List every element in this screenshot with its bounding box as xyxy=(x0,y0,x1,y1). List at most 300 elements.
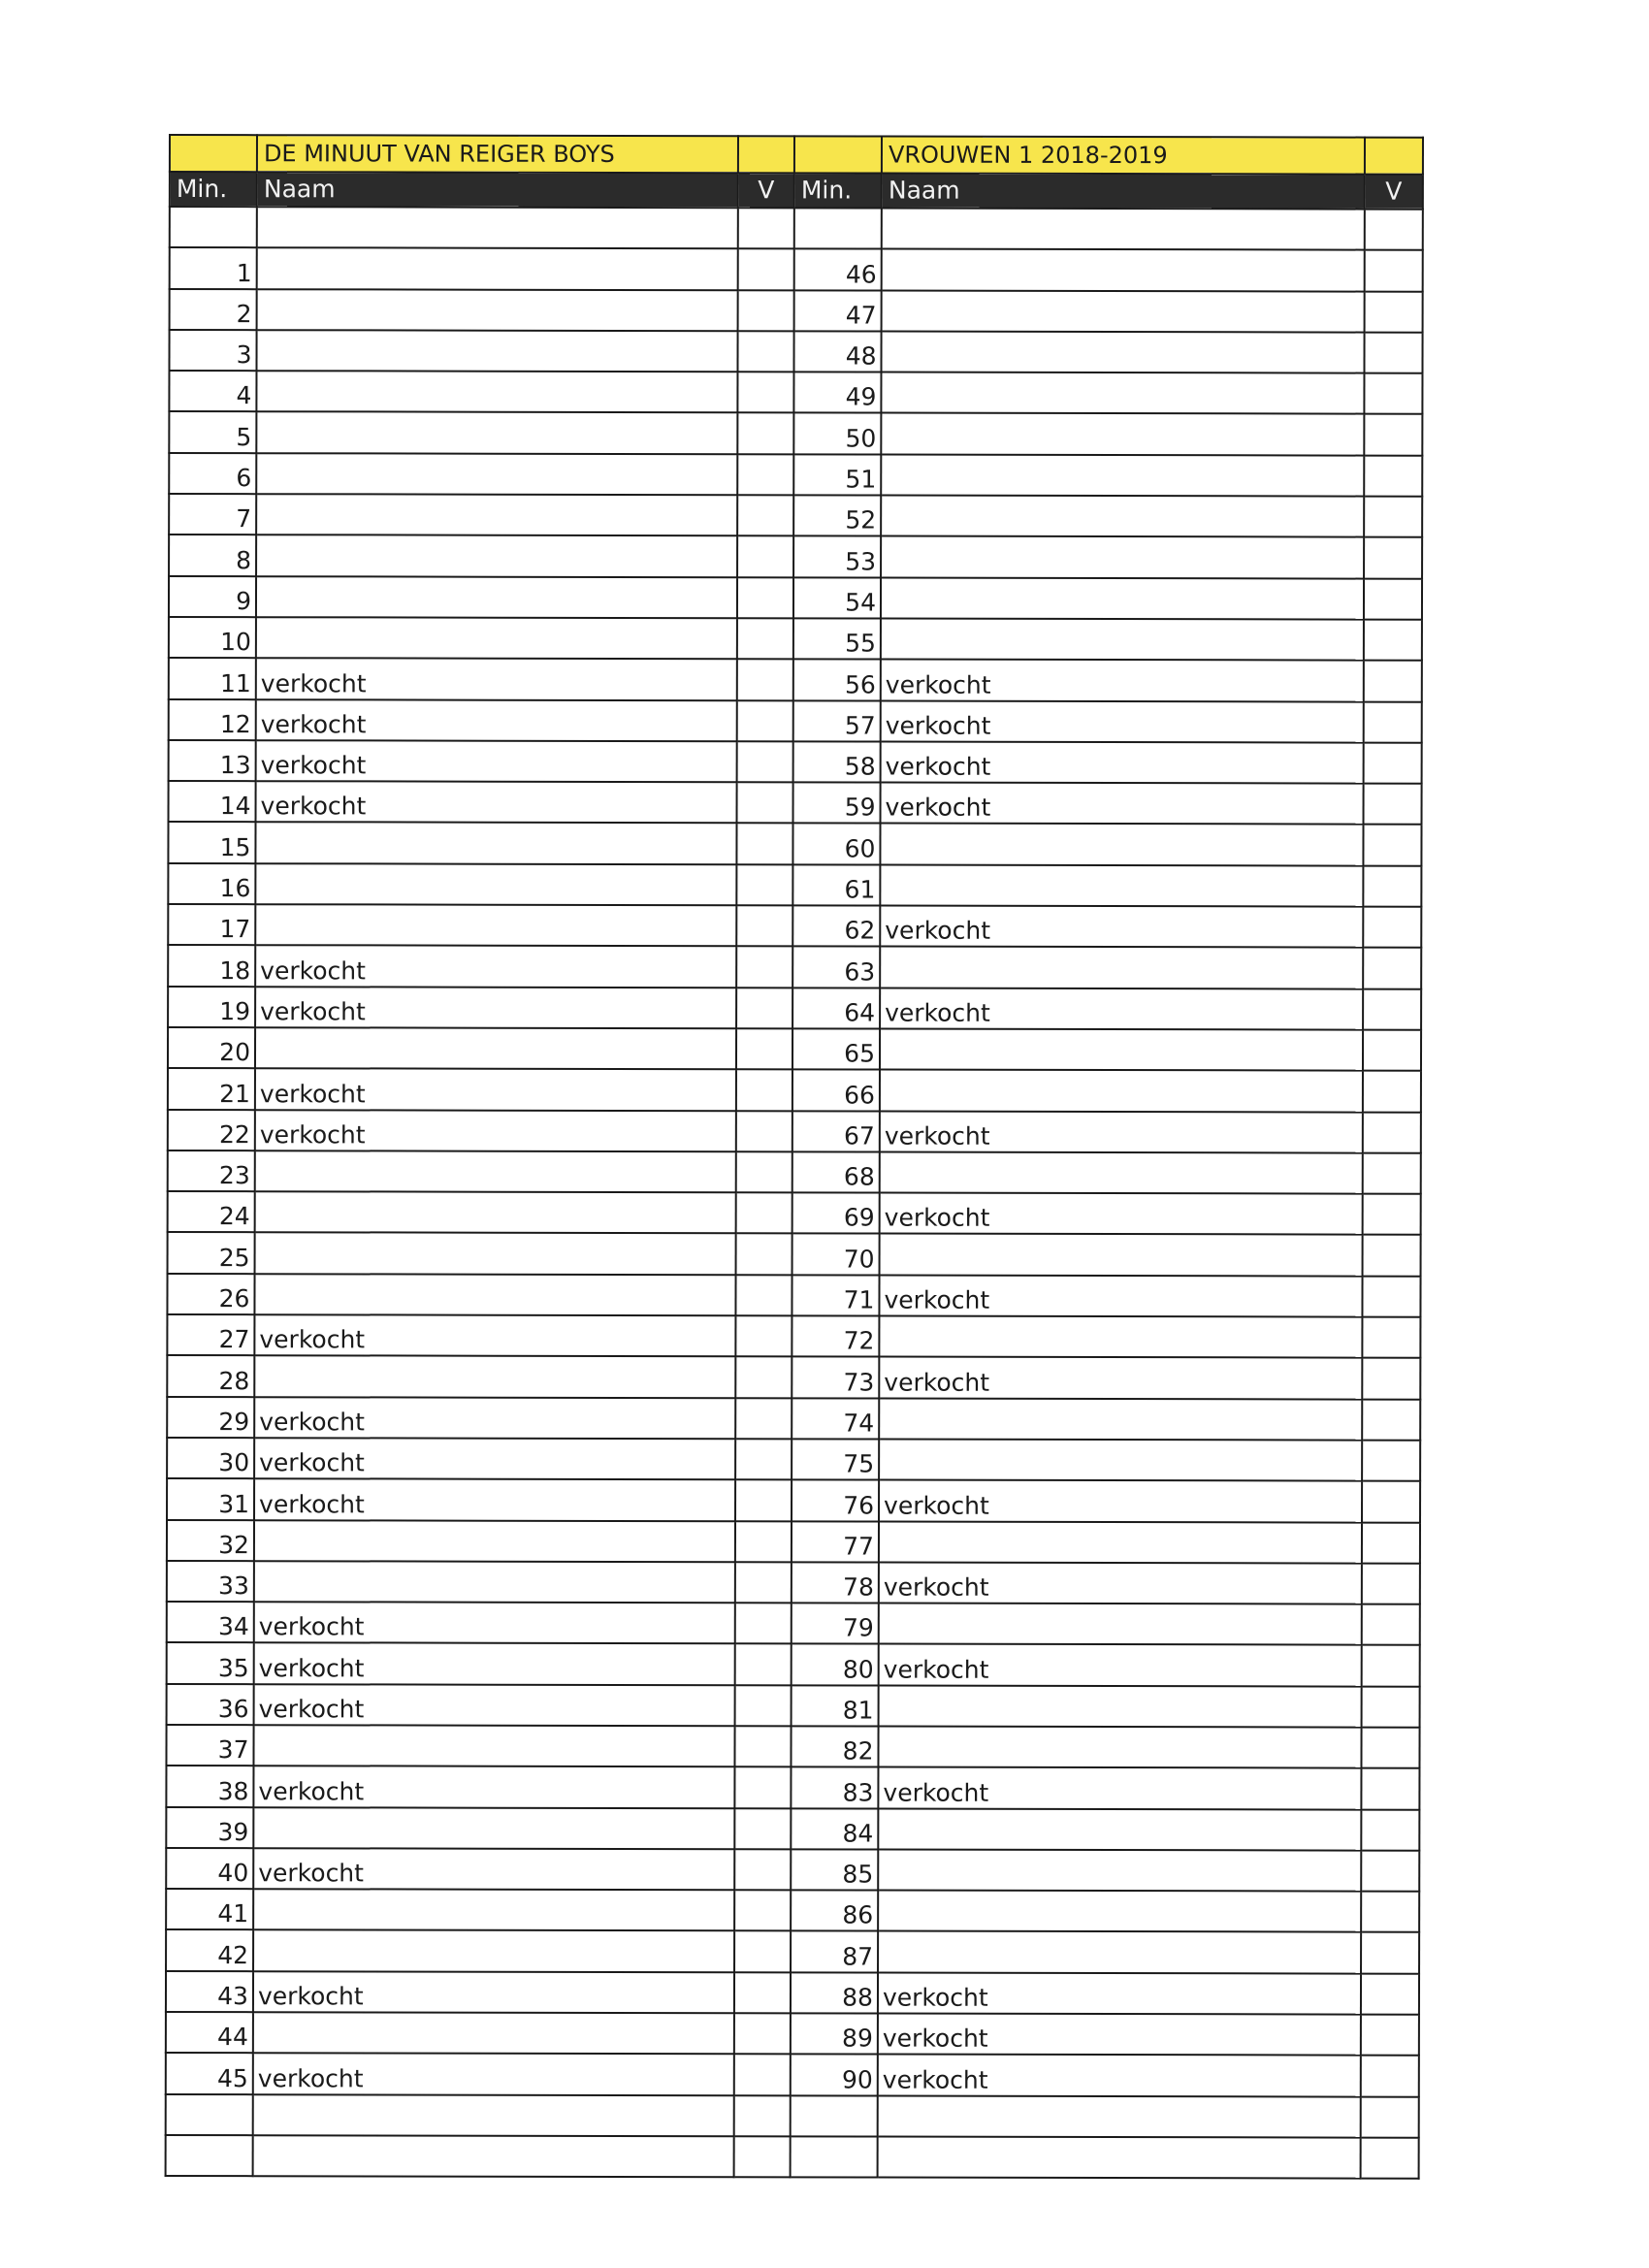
minute-number-left: 45 xyxy=(166,2053,253,2093)
table-row xyxy=(169,535,1422,578)
name-cell-left xyxy=(256,330,737,372)
v-cell-right xyxy=(1363,825,1421,865)
name-cell-right: verkocht xyxy=(879,1357,1362,1399)
minute-number-right: 82 xyxy=(791,1726,878,1766)
table-row xyxy=(168,1110,1421,1153)
v-cell-right xyxy=(1364,784,1422,825)
v-cell-left xyxy=(735,1644,792,1685)
minute-number-left: 41 xyxy=(166,1889,253,1929)
table-row xyxy=(166,2135,1419,2179)
title-row xyxy=(170,135,1423,175)
minute-number-left: 33 xyxy=(167,1561,254,1602)
v-cell-left xyxy=(736,988,792,1028)
name-cell-right: verkocht xyxy=(879,1562,1362,1604)
name-cell-left xyxy=(255,863,736,905)
name-cell-right: verkocht xyxy=(881,783,1364,825)
v-cell-right xyxy=(1364,414,1422,455)
minute-number-right: 90 xyxy=(791,2055,878,2095)
minute-number-left: 28 xyxy=(167,1355,254,1396)
minute-number-left: 4 xyxy=(169,371,256,411)
name-cell-right xyxy=(881,373,1364,414)
name-cell-left: verkocht xyxy=(255,946,736,988)
v-cell-left xyxy=(734,1808,791,1849)
table-row xyxy=(168,904,1421,948)
v-cell-left xyxy=(737,454,793,495)
v-cell-right xyxy=(1363,1194,1421,1235)
v-cell-right xyxy=(1362,1440,1420,1480)
v-cell-right xyxy=(1364,661,1422,701)
table-row xyxy=(169,699,1422,743)
name-cell-left xyxy=(255,823,736,864)
v-cell-right xyxy=(1363,948,1421,988)
name-cell-left xyxy=(253,2094,734,2136)
name-cell-right: verkocht xyxy=(880,906,1363,948)
minute-number-right: 89 xyxy=(791,2013,878,2054)
name-cell-left xyxy=(255,1233,736,1275)
table-row xyxy=(167,1438,1420,1481)
v-cell-left xyxy=(737,331,793,372)
v-cell-left xyxy=(735,1315,792,1356)
name-cell-left xyxy=(253,1930,734,1972)
name-cell-right: verkocht xyxy=(878,2055,1361,2096)
v-cell-right xyxy=(1361,2138,1419,2179)
name-cell-left: verkocht xyxy=(254,1643,735,1685)
minute-number-left: 12 xyxy=(169,699,256,740)
minute-number-left: 32 xyxy=(167,1519,254,1560)
v-cell-left xyxy=(735,1357,792,1398)
minute-number-left: 31 xyxy=(167,1478,254,1519)
v-cell-left xyxy=(737,372,793,412)
table-row xyxy=(168,1232,1421,1276)
name-cell-right: verkocht xyxy=(878,2014,1361,2056)
header-naam-left: Naam xyxy=(257,172,738,208)
v-cell-left xyxy=(735,1439,792,1479)
name-cell-left xyxy=(256,535,737,577)
minute-number-right: 56 xyxy=(793,660,881,700)
v-cell-left xyxy=(735,1685,792,1726)
v-cell-left xyxy=(736,824,792,864)
minute-number-left: 1 xyxy=(170,247,257,288)
v-cell-left xyxy=(736,947,792,988)
name-cell-left: verkocht xyxy=(255,1110,736,1151)
v-cell-left xyxy=(738,249,794,290)
name-cell-left: verkocht xyxy=(254,1602,735,1643)
v-cell-left xyxy=(734,2055,791,2095)
table-row xyxy=(169,658,1422,701)
v-cell-left xyxy=(737,536,793,577)
minute-number-right: 63 xyxy=(792,947,880,988)
table-row xyxy=(166,1807,1419,1851)
table-row xyxy=(168,863,1421,907)
minute-number-right: 84 xyxy=(791,1808,878,1849)
v-cell-left xyxy=(734,2136,791,2177)
name-cell-right xyxy=(882,249,1365,291)
minute-number-right: 66 xyxy=(792,1070,880,1111)
name-cell-left xyxy=(256,494,737,535)
v-cell-left xyxy=(738,290,794,331)
v-cell-left xyxy=(734,1849,791,1890)
name-cell-left: verkocht xyxy=(254,1314,735,1356)
v-cell-right xyxy=(1364,742,1422,783)
title-left: DE MINUUT VAN REIGER BOYS xyxy=(257,135,738,173)
table-row xyxy=(168,945,1421,988)
table-row xyxy=(170,207,1423,250)
v-cell-right xyxy=(1362,1686,1420,1727)
name-cell-left xyxy=(253,1725,734,1766)
table-row xyxy=(170,247,1423,291)
minute-number-right: 72 xyxy=(792,1315,879,1356)
table-row xyxy=(167,1561,1420,1604)
table-row xyxy=(167,1478,1420,1522)
v-cell-right xyxy=(1364,537,1422,578)
title-spacer-v-left xyxy=(738,136,794,173)
table-row xyxy=(166,2012,1419,2056)
minute-number-right: 55 xyxy=(793,618,881,659)
name-cell-right xyxy=(880,947,1363,988)
minute-number-right: 46 xyxy=(794,249,882,290)
name-cell-right xyxy=(879,1316,1362,1358)
v-cell-right xyxy=(1362,1563,1420,1604)
v-cell-left xyxy=(737,618,793,659)
minute-number-right: 54 xyxy=(793,577,881,618)
name-cell-right xyxy=(881,536,1364,578)
table-row xyxy=(169,781,1422,825)
minute-number-right: 65 xyxy=(792,1028,880,1069)
v-cell-right xyxy=(1362,1522,1420,1563)
minute-number-left: 34 xyxy=(167,1602,254,1642)
minute-number-left: 15 xyxy=(168,822,255,862)
v-cell-right xyxy=(1363,1112,1421,1152)
v-cell-right xyxy=(1362,1276,1420,1316)
table-row xyxy=(166,1766,1419,1809)
table-row xyxy=(166,1725,1419,1768)
name-cell-left xyxy=(254,1561,735,1603)
name-cell-left xyxy=(256,453,737,495)
v-cell-left xyxy=(737,741,793,782)
v-cell-left xyxy=(736,905,792,946)
v-cell-right xyxy=(1364,332,1422,373)
name-cell-left: verkocht xyxy=(253,2054,734,2095)
minute-sheet xyxy=(165,134,1422,2094)
name-cell-left: verkocht xyxy=(256,740,737,782)
title-right: VROUWEN 1 2018-2019 xyxy=(882,137,1365,175)
minute-number-left: 44 xyxy=(166,2012,253,2053)
v-cell-right xyxy=(1361,2015,1419,2056)
v-cell-right xyxy=(1361,1892,1419,1932)
name-cell-left xyxy=(256,371,737,412)
minute-number-right: 71 xyxy=(792,1275,879,1315)
v-cell-left xyxy=(734,2095,791,2136)
minute-number-right: 88 xyxy=(791,1972,878,2013)
minute-number-right: 78 xyxy=(792,1562,879,1603)
v-cell-right xyxy=(1364,455,1422,496)
minute-number-right: 52 xyxy=(793,495,881,535)
table-row xyxy=(169,494,1422,537)
v-cell-left xyxy=(734,1890,791,1930)
name-cell-left xyxy=(253,1807,734,1849)
v-cell-right xyxy=(1362,1604,1420,1645)
name-cell-left: verkocht xyxy=(254,1397,735,1439)
table-row xyxy=(167,1642,1420,1686)
v-cell-left xyxy=(735,1479,792,1520)
name-cell-right xyxy=(879,1685,1362,1727)
minute-number-left: 29 xyxy=(167,1397,254,1438)
minute-number-left: 16 xyxy=(168,863,255,904)
v-cell-right xyxy=(1361,2056,1419,2096)
minute-number-left: 14 xyxy=(169,781,256,822)
name-cell-right: verkocht xyxy=(879,1644,1362,1686)
v-cell-right xyxy=(1362,1399,1420,1440)
minute-number-right: 80 xyxy=(792,1644,879,1685)
minute-number-right: 73 xyxy=(792,1357,879,1398)
table-row xyxy=(168,987,1421,1030)
table-row xyxy=(166,2094,1419,2138)
minute-number-right xyxy=(791,2136,878,2177)
v-cell-right xyxy=(1364,701,1422,742)
v-cell-left xyxy=(735,1603,792,1643)
name-cell-left xyxy=(253,1889,734,1930)
minute-number-right: 64 xyxy=(792,988,880,1028)
header-naam-right: Naam xyxy=(882,174,1365,210)
name-cell-right xyxy=(878,2095,1361,2137)
v-cell-left xyxy=(737,413,793,454)
header-min-left: Min. xyxy=(170,172,257,207)
table-row xyxy=(169,617,1422,661)
minute-number-right: 68 xyxy=(792,1151,880,1192)
v-cell-right xyxy=(1364,373,1422,414)
minute-number-right: 57 xyxy=(793,700,881,741)
name-cell-left: verkocht xyxy=(255,987,736,1028)
name-cell-right xyxy=(881,331,1364,373)
v-cell-right xyxy=(1361,1850,1419,1891)
v-cell-right xyxy=(1361,1768,1419,1809)
minute-number-left: 2 xyxy=(170,289,257,330)
name-cell-right xyxy=(881,496,1364,537)
table-row xyxy=(167,1684,1420,1728)
v-cell-left xyxy=(737,782,793,823)
v-cell-right xyxy=(1361,2096,1419,2137)
minute-number-left: 11 xyxy=(169,658,256,698)
v-cell-right xyxy=(1364,620,1422,661)
v-cell-left xyxy=(738,208,794,248)
name-cell-right xyxy=(880,1234,1363,1276)
minute-number-left xyxy=(170,207,257,247)
v-cell-right xyxy=(1363,1030,1421,1071)
v-cell-left xyxy=(734,1767,791,1808)
table-row xyxy=(168,1191,1421,1235)
v-cell-right xyxy=(1362,1645,1420,1686)
v-cell-right xyxy=(1361,1809,1419,1850)
name-cell-right xyxy=(879,1521,1362,1563)
minute-number-left: 39 xyxy=(166,1807,253,1848)
name-cell-left: verkocht xyxy=(253,1971,734,2013)
table-row xyxy=(167,1355,1420,1399)
name-cell-left: verkocht xyxy=(255,1068,736,1110)
minute-number-right: 51 xyxy=(793,454,881,495)
v-cell-right xyxy=(1364,497,1422,537)
table-row xyxy=(167,1602,1420,1645)
v-cell-left xyxy=(734,1931,791,1972)
name-cell-right xyxy=(881,454,1364,496)
minute-number-left: 24 xyxy=(168,1191,255,1232)
v-cell-left xyxy=(736,1192,792,1233)
minute-number-right xyxy=(794,208,882,248)
minute-number-left: 6 xyxy=(169,453,256,494)
minute-number-left: 43 xyxy=(166,1971,253,2012)
table-row xyxy=(167,1397,1420,1441)
v-cell-right xyxy=(1361,1932,1419,1973)
table-row xyxy=(169,453,1422,497)
table-row xyxy=(169,576,1422,620)
v-cell-right xyxy=(1365,210,1423,250)
v-cell-left xyxy=(736,1028,792,1069)
v-cell-left xyxy=(736,864,792,905)
minute-number-left: 9 xyxy=(169,576,256,617)
minute-number-right: 62 xyxy=(792,905,880,946)
minute-number-left: 22 xyxy=(168,1110,255,1150)
table-row xyxy=(170,289,1423,333)
v-cell-left xyxy=(734,2013,791,2054)
minute-number-right: 61 xyxy=(792,864,880,905)
name-cell-left xyxy=(256,617,737,659)
name-cell-right xyxy=(880,864,1363,906)
table-row xyxy=(169,330,1422,373)
minute-table xyxy=(165,134,1424,2180)
minute-number-right: 67 xyxy=(792,1111,880,1151)
name-cell-left xyxy=(253,2012,734,2054)
title-spacer-v-right xyxy=(1365,138,1423,175)
name-cell-right xyxy=(880,1151,1363,1193)
minute-number-right: 70 xyxy=(792,1234,880,1275)
v-cell-right xyxy=(1361,1973,1419,2014)
minute-number-left: 26 xyxy=(167,1274,254,1314)
table-row xyxy=(169,371,1422,414)
minute-number-left: 3 xyxy=(169,330,256,371)
minute-number-left: 35 xyxy=(167,1642,254,1683)
name-cell-right xyxy=(879,1439,1362,1480)
name-cell-left xyxy=(255,1150,736,1192)
v-cell-left xyxy=(735,1521,792,1562)
minute-number-left: 25 xyxy=(168,1232,255,1273)
name-cell-left xyxy=(254,1356,735,1398)
name-cell-right xyxy=(878,2136,1361,2178)
name-cell-left xyxy=(255,904,736,946)
minute-number-left: 36 xyxy=(167,1684,254,1725)
minute-number-right xyxy=(791,2095,878,2136)
minute-number-left: 10 xyxy=(169,617,256,658)
minute-number-right: 59 xyxy=(793,783,881,824)
minute-number-right: 87 xyxy=(791,1931,878,1972)
name-cell-left xyxy=(257,289,738,331)
table-row xyxy=(168,822,1421,865)
minute-number-left: 20 xyxy=(168,1027,255,1068)
v-cell-right xyxy=(1363,1071,1421,1112)
table-row xyxy=(166,1889,1419,1932)
name-cell-left: verkocht xyxy=(253,1766,734,1807)
v-cell-right xyxy=(1363,1152,1421,1193)
name-cell-right: verkocht xyxy=(881,700,1364,742)
name-cell-left xyxy=(257,207,738,248)
minute-number-right: 86 xyxy=(791,1891,878,1931)
header-min-right: Min. xyxy=(794,173,882,208)
v-cell-left xyxy=(735,1562,792,1603)
name-cell-left xyxy=(255,1027,736,1069)
name-cell-left xyxy=(256,576,737,618)
minute-number-right: 75 xyxy=(792,1439,879,1479)
name-cell-left xyxy=(257,247,738,289)
v-cell-right xyxy=(1363,988,1421,1029)
table-row xyxy=(166,1929,1419,1973)
v-cell-left xyxy=(734,1972,791,2013)
name-cell-right xyxy=(879,1604,1362,1645)
name-cell-left xyxy=(253,2135,734,2177)
name-cell-right xyxy=(880,1028,1363,1070)
v-cell-right xyxy=(1363,1235,1421,1276)
title-spacer-left xyxy=(170,135,257,172)
minute-number-left: 17 xyxy=(168,904,255,945)
v-cell-right xyxy=(1363,907,1421,948)
table-row xyxy=(166,1848,1419,1892)
v-cell-right xyxy=(1361,1728,1419,1768)
header-row xyxy=(170,172,1423,210)
table-row xyxy=(168,1068,1421,1112)
name-cell-right xyxy=(882,209,1365,250)
name-cell-left xyxy=(254,1520,735,1562)
table-row xyxy=(169,740,1422,784)
v-cell-right xyxy=(1363,865,1421,906)
table-row xyxy=(166,1971,1419,2015)
name-cell-right xyxy=(878,1808,1361,1850)
name-cell-right xyxy=(879,1398,1362,1440)
table-row xyxy=(169,411,1422,455)
minute-number-right: 76 xyxy=(792,1480,879,1521)
minute-number-left: 13 xyxy=(169,740,256,781)
name-cell-right xyxy=(878,1727,1361,1768)
minute-number-left: 23 xyxy=(168,1150,255,1191)
minute-number-right: 48 xyxy=(793,331,881,372)
name-cell-left xyxy=(254,1274,735,1315)
header-v-right: V xyxy=(1365,175,1423,210)
table-row xyxy=(167,1274,1420,1317)
table-row xyxy=(167,1314,1420,1358)
v-cell-left xyxy=(736,1069,792,1110)
name-cell-right: verkocht xyxy=(878,1972,1361,2014)
minute-number-left: 8 xyxy=(169,535,256,575)
v-cell-left xyxy=(737,495,793,535)
title-spacer-right xyxy=(794,136,882,173)
minute-number-right: 58 xyxy=(793,741,881,782)
name-cell-right xyxy=(881,413,1364,455)
header-v-left: V xyxy=(738,173,794,208)
name-cell-left xyxy=(256,412,737,454)
name-cell-left: verkocht xyxy=(256,699,737,741)
name-cell-right: verkocht xyxy=(880,1111,1363,1152)
minute-number-right: 60 xyxy=(792,824,880,864)
table-row xyxy=(168,1027,1421,1071)
name-cell-left: verkocht xyxy=(254,1438,735,1479)
minute-number-left: 5 xyxy=(169,411,256,452)
minute-number-right: 81 xyxy=(792,1685,879,1726)
minute-number-right: 85 xyxy=(791,1849,878,1890)
minute-number-left: 18 xyxy=(168,945,255,986)
minute-number-left: 27 xyxy=(167,1314,254,1355)
minute-number-right: 49 xyxy=(793,373,881,413)
name-cell-left: verkocht xyxy=(256,658,737,699)
name-cell-left: verkocht xyxy=(256,781,737,823)
name-cell-left: verkocht xyxy=(254,1684,735,1726)
v-cell-right xyxy=(1362,1317,1420,1358)
v-cell-left xyxy=(737,577,793,618)
